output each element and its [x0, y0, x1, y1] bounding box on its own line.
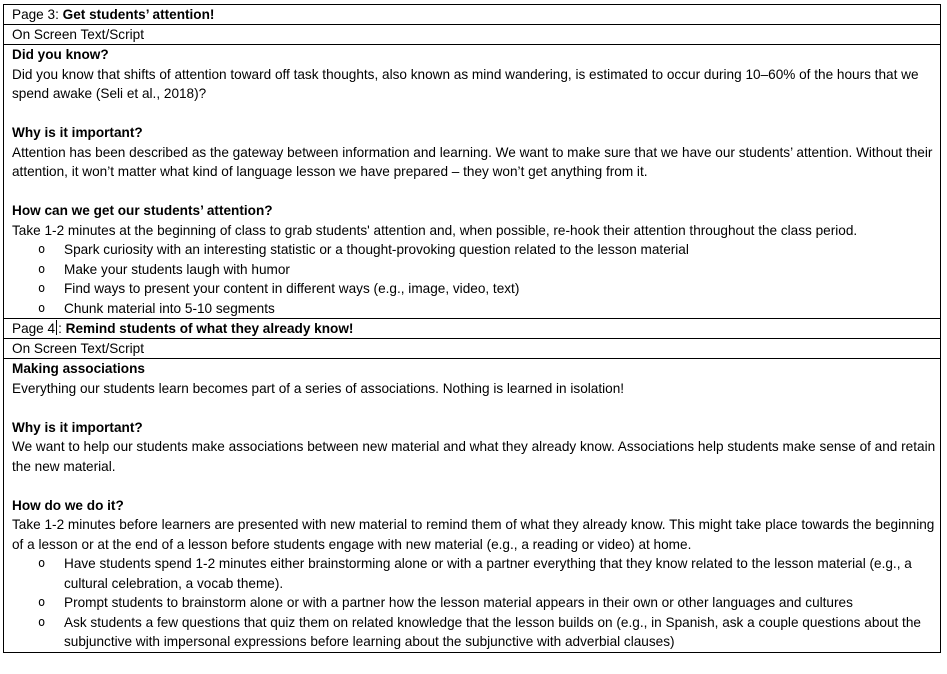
page3-title: Get students’ attention!: [62, 7, 215, 22]
list-item-text: Prompt students to brainstorm alone or with a partner how the lesson material appears in their own or other languages and cultures: [64, 595, 853, 610]
bullet-marker: o: [38, 595, 46, 609]
spacer: [12, 182, 940, 202]
page3-subheader: On Screen Text/Script: [12, 27, 144, 42]
bullet-marker: o: [38, 242, 46, 256]
page4-label: Page 4: [12, 321, 56, 336]
bullet-marker: o: [38, 614, 46, 629]
list-item: [12, 554, 940, 593]
list-item: [12, 279, 940, 299]
did-you-know-text: Did you know that shifts of attention toward off task thoughts, also known as mind wandering, is estimated to occur during 10–60% of the hours that we spend awake (Seli et al., 2018)?: [12, 66, 919, 101]
associations-bullet-list: [12, 554, 940, 652]
list-item: [12, 299, 940, 319]
bullet-marker: o: [38, 556, 46, 570]
page4-header-row: [4, 319, 940, 339]
list-item: [12, 593, 940, 613]
text-cursor: [56, 320, 57, 335]
making-associations-heading: Making associations: [12, 361, 145, 376]
list-item-text: Spark curiosity with an interesting statistic or a thought-provoking question related to the lesson material: [64, 242, 689, 257]
spacer: [12, 398, 940, 418]
list-item-text: Find ways to present your content in different ways (e.g., image, video, text): [64, 281, 520, 296]
spacer: [12, 104, 940, 124]
page4-content-cell: [4, 359, 940, 653]
why-important-text-p4: We want to help our students make associations between new material and what they already know. Associations help students make sense of and retain the new material.: [12, 439, 936, 474]
document-table: [3, 4, 941, 653]
spacer: [12, 476, 940, 496]
page3-header-row: [4, 5, 940, 25]
page3-label: Page 3:: [12, 7, 63, 22]
page3-subheader-row: [4, 25, 940, 45]
how-do-we-heading: How do we do it?: [12, 497, 124, 513]
bullet-marker: o: [38, 300, 46, 315]
page4-subheader-row: [4, 339, 940, 359]
why-important-heading-p4: Why is it important?: [12, 419, 143, 435]
list-item: [12, 613, 940, 652]
how-do-we-text: Take 1-2 minutes before learners are presented with new material to remind them of what they already know. This might take place towards the beginning of a lesson or at the end of a lesson before students engage with new material (e.g., a reading or video) at home.: [12, 517, 935, 552]
page4-title: Remind students of what they already know!: [65, 321, 354, 336]
how-get-attention-heading: How can we get our students’ attention?: [12, 203, 273, 218]
list-item: [12, 260, 940, 280]
why-important-heading-p3: Why is it important?: [12, 125, 143, 140]
list-item-text: Make your students laugh with humor: [64, 261, 290, 277]
why-important-text-p3: Attention has been described as the gateway between information and learning. We want to make sure that we have our students’ attention. Without their attention, it won’t matter what kind of language lesson we have prepared – they won’t get anything from it.: [12, 144, 933, 179]
list-item-text: Ask students a few questions that quiz them on related knowledge that the lesson builds on (e.g., in Spanish, ask a couple questions about the subjunctive with impersonal expressions before learning about the subjunctive with adverbial clauses): [64, 614, 921, 649]
page3-content-cell: [4, 45, 940, 319]
bullet-marker: o: [38, 261, 46, 276]
page4-label-colon: :: [58, 321, 66, 336]
list-item: [12, 240, 940, 260]
attention-bullet-list: [12, 240, 940, 318]
did-you-know-heading: Did you know?: [12, 47, 109, 62]
list-item-text: Chunk material into 5-10 segments: [64, 300, 275, 316]
page4-subheader: On Screen Text/Script: [12, 341, 144, 356]
making-associations-text: Everything our students learn becomes part of a series of associations. Nothing is learned in isolation!: [12, 380, 625, 396]
bullet-marker: o: [38, 281, 46, 295]
list-item-text: Have students spend 1-2 minutes either brainstorming alone or with a partner everything that they know related to the lesson material (e.g., a cultural celebration, a vocab theme).: [64, 556, 912, 591]
how-get-attention-text: Take 1-2 minutes at the beginning of class to grab students' attention and, when possible, re-hook their attention throughout the class period.: [12, 222, 858, 238]
